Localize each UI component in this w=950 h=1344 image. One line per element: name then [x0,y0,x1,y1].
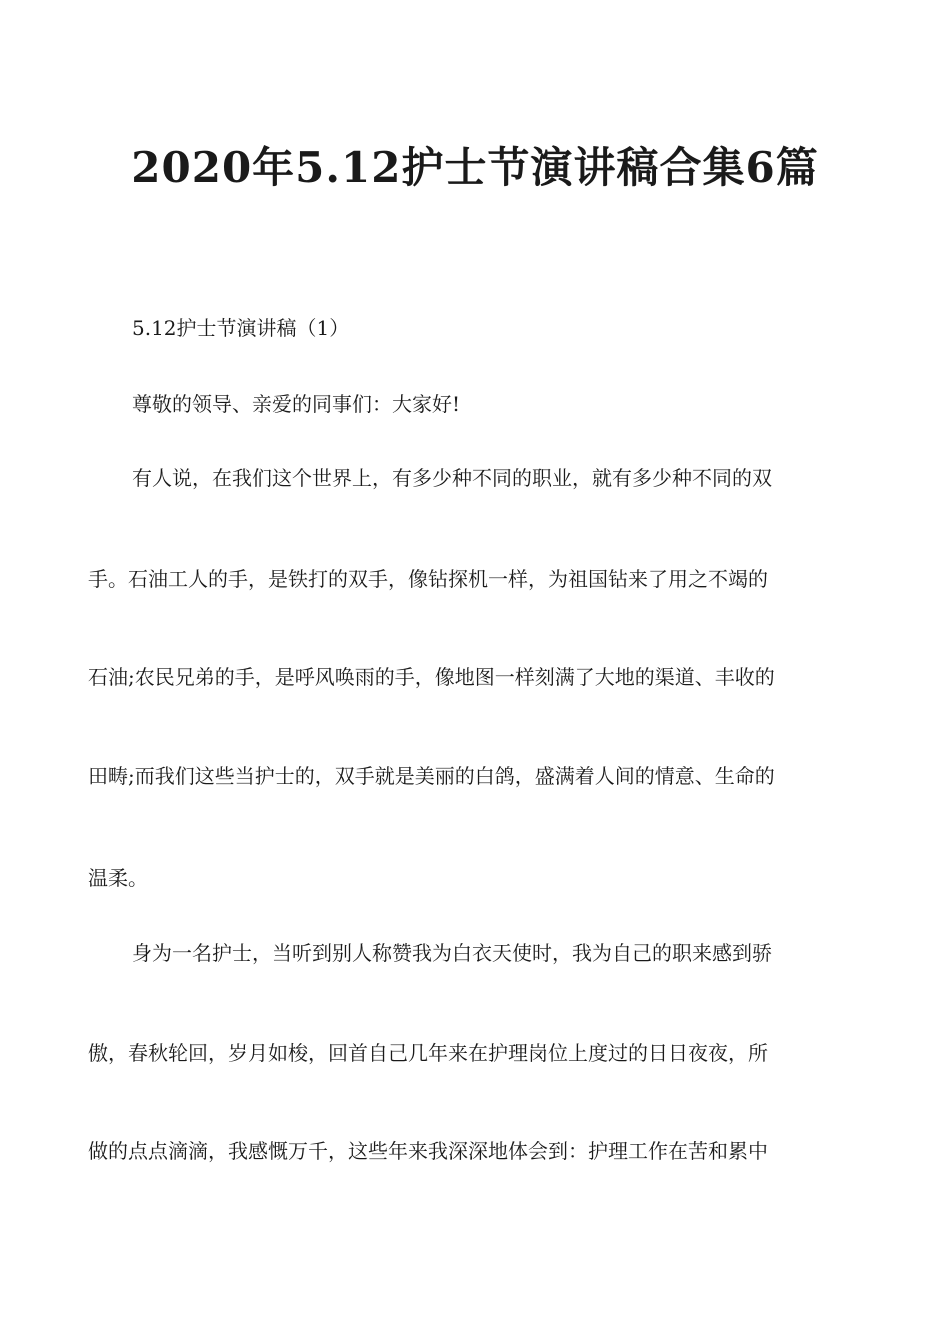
paragraph1-line-4: 田畴;而我们这些当护士的，双手就是美丽的白鸽，盛满着人间的情意、生命的 [88,764,775,788]
paragraph1-line-5: 温柔。 [88,866,148,890]
paragraph2-line-2: 傲，春秋轮回，岁月如梭，回首自己几年来在护理岗位上度过的日日夜夜，所 [88,1041,768,1065]
section-heading: 5.12护士节演讲稿（1） [132,316,350,340]
document-title: 2020年5.12护士节演讲稿合集6篇 [131,143,819,192]
paragraph1-line-2: 手。石油工人的手，是铁打的双手，像钻探机一样，为祖国钻来了用之不竭的 [88,567,768,591]
greeting-line: 尊敬的领导、亲爱的同事们：大家好! [132,392,461,416]
paragraph1-line-3: 石油;农民兄弟的手，是呼风唤雨的手，像地图一样刻满了大地的渠道、丰收的 [88,665,775,689]
paragraph2-line-3: 做的点点滴滴，我感慨万千，这些年来我深深地体会到：护理工作在苦和累中 [88,1139,768,1163]
paragraph1-line-1: 有人说，在我们这个世界上，有多少种不同的职业，就有多少种不同的双 [132,466,772,490]
paragraph2-line-1: 身为一名护士，当听到别人称赞我为白衣天使时，我为自己的职来感到骄 [132,941,772,965]
